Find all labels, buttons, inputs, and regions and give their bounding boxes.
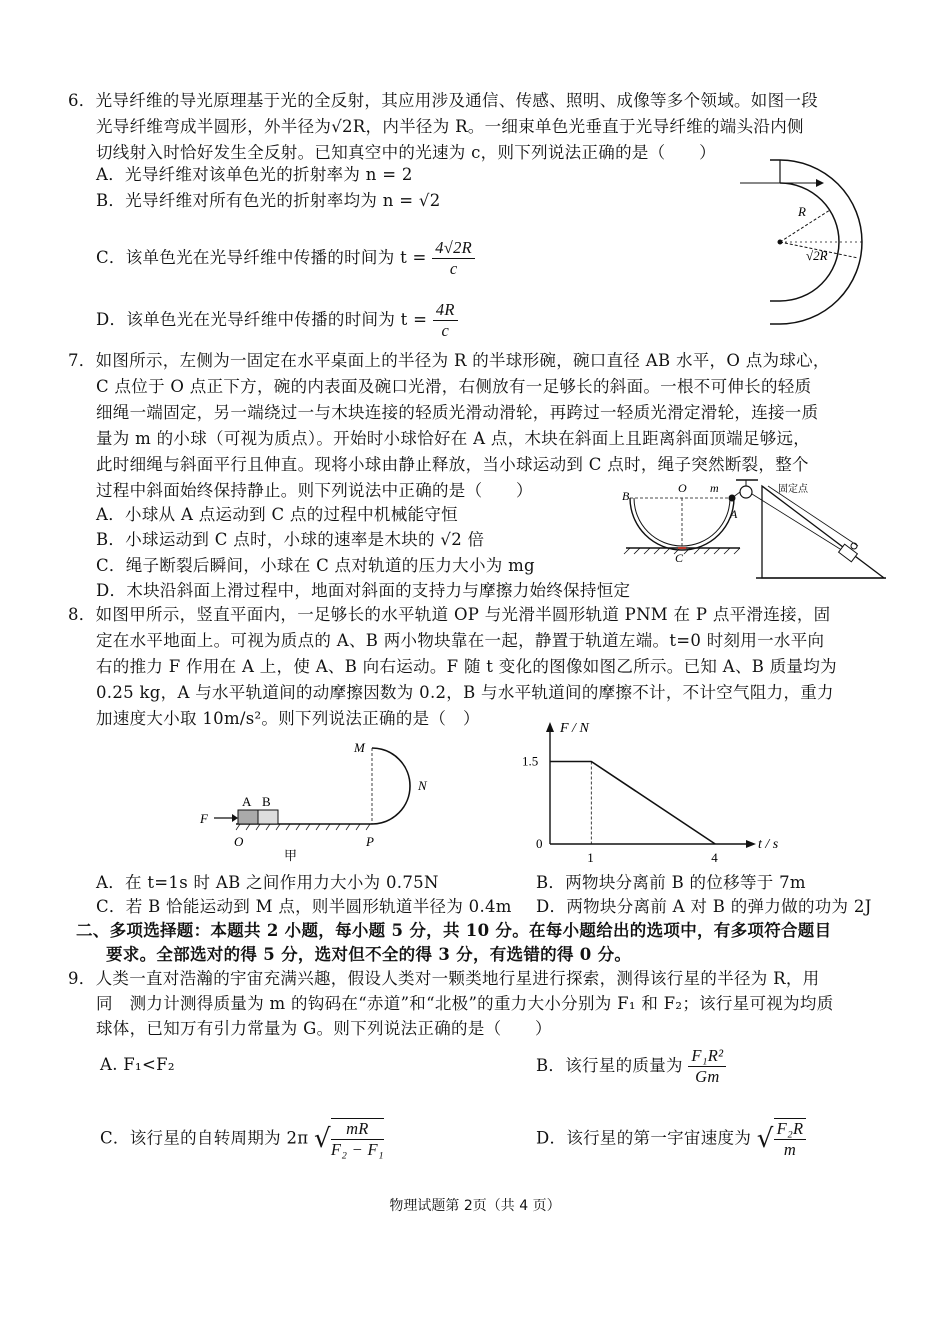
q6-option-c-numerator: 4√2R [432, 238, 475, 259]
q7-movable-pulley [851, 543, 857, 549]
chart-y-arrow-icon [546, 722, 554, 732]
chart-x-tick-label: 4 [711, 850, 718, 865]
q7-rope-to-fixed [768, 486, 858, 546]
q8-label-o: O [234, 834, 244, 849]
q7-label-c: C [675, 551, 684, 565]
q9-option-a: A. F₁<F₂ [100, 1055, 175, 1074]
q9-option-c-denominator: F₂ − F₁ [330, 1140, 384, 1159]
q9-stem-line1: 9．人类一直对浩瀚的宇宙充满兴趣，假设人类对一颗类地行星进行探索，测得该行星的半径为 R，用 [68, 969, 820, 988]
q8-ft-chart [520, 716, 790, 866]
q7-rope-along-incline [752, 494, 848, 554]
q9-option-b-numerator: F₁R² [688, 1046, 726, 1067]
q9-option-c-numerator: mR [331, 1119, 384, 1140]
q7-stem-line4: 量为 m 的小球（可视为质点）。开始时小球恰好在 A 点，木块在斜面上且距离斜面顶端足够远， [96, 429, 811, 448]
q8-option-d: D．两物块分离前 A 对 B 的弹力做的功为 2J [536, 897, 872, 916]
chart-x-tick-label: 1 [587, 850, 594, 865]
q8-stem-line3: 右的推力 F 作用在 A 上，使 A、B 向右运动。F 随 t 变化的图像如图乙所示。已知 A、B 质量均为 [96, 657, 837, 676]
chart-x-tick-label: 0 [536, 836, 543, 851]
q8-track-hatch [236, 824, 370, 830]
q9-option-c-text: C．该行星的自转周期为 2π [100, 1128, 309, 1148]
q7-stem-line6: 过程中斜面始终保持静止。则下列说法中正确的是（ ） [96, 481, 533, 500]
page-footer: 物理试题第 2页（共 4 页） [389, 1198, 561, 1214]
chart-y-tick-label: 1.5 [522, 753, 539, 769]
q7-option-c: C．绳子断裂后瞬间，小球在 C 点对轨道的压力大小为 mg [96, 556, 535, 575]
q9-option-d-fraction [774, 1118, 807, 1160]
section2-heading-line2: 要求。全部选对的得 5 分，选对但不全的得 3 分，有选错的得 0 分。 [106, 945, 632, 964]
q8-option-b: B．两物块分离前 B 的位移等于 7m [536, 873, 806, 892]
q7-label-fixed-point: 固定点 [778, 484, 808, 495]
q9-stem-line3: 球体，已知万有引力常量为 G。则下列说法正确的是（ ） [96, 1019, 552, 1038]
q9-option-d-radical-icon: √ [756, 1124, 774, 1154]
q7-stem-line1: 7．如图所示，左侧为一固定在水平桌面上的半径为 R 的半球形碗，碗口直径 AB 水平，O 点为球心， [68, 351, 830, 370]
q8-label-m: M [354, 740, 365, 755]
q8-force-arrow-icon [232, 814, 238, 822]
q9-stem-line2: 同 测力计测得质量为 m 的钩码在“赤道”和“北极”的重力大小分别为 F₁ 和 F₂；该行星可视为均质 [96, 994, 834, 1013]
q7-incline [762, 486, 884, 578]
q6-option-a: A．光导纤维对该单色光的折射率为 n = 2 [96, 165, 413, 184]
q8-block-a [238, 810, 258, 824]
q6-stem-line3: 切线射入时恰好发生全反射。已知真空中的光速为 c，则下列说法正确的是（ ） [96, 143, 716, 162]
chart-series-line [550, 762, 715, 845]
q9-option-d-text: D．该行星的第一宇宙速度为 [536, 1128, 752, 1148]
q8-stem-line4: 0.25 kg，A 与水平轨道间的动摩擦因数为 0.2，B 与水平轨道间的摩擦不计，不计空气阻力，重力 [96, 683, 834, 702]
q7-stem-line5: 此时细绳与斜面平行且伸直。现将小球由静止释放，当小球运动到 C 点时，绳子突然断裂，整个 [96, 455, 809, 474]
q6-option-b: B．光导纤维对所有色光的折射率均为 n = √2 [96, 191, 441, 210]
q9-option-d-numerator: F₂R [774, 1119, 807, 1140]
q8-stem-line2: 定在水平地面上。可视为质点的 A、B 两小物块靠在一起，静置于轨道左端。t=0 时刻用一水平向 [96, 631, 825, 650]
q9-option-c-fraction [331, 1118, 384, 1160]
q9-option-d [536, 1118, 806, 1160]
section2-heading-line1: 二、多项选择题：本题共 2 小题，每小题 5 分，共 10 分。在每小题给出的选项中，有多项符合题目 [76, 921, 832, 940]
q7-label-a: A [730, 507, 738, 521]
q6-stem-line2: 光导纤维弯成半圆形，外半径为√2R，内半径为 R。一细束单色光垂直于光导纤维的端头沿内侧 [96, 117, 804, 136]
q7-fixed-pulley [740, 486, 752, 498]
chart-x-arrow-icon [746, 840, 756, 848]
q8-label-p: P [366, 834, 374, 849]
q6-option-c [96, 238, 475, 279]
q6-option-c-fraction [432, 238, 475, 279]
q6-option-c-text: C．该单色光在光导纤维中传播的时间为 t = [96, 248, 427, 267]
q8-stem-line5: 加速度大小取 10m/s²。则下列说法正确的是（ ） [96, 709, 480, 728]
q8-caption-jia: 甲 [284, 848, 298, 863]
q6-option-d-denominator: c [441, 321, 450, 340]
q6-option-d-numerator: 4R [433, 300, 458, 321]
q6-fiber-figure [740, 150, 900, 335]
q7-stem-line2: C 点位于 O 点正下方，碗的内表面及碗口光滑，右侧放有一足够长的斜面。一根不可伸长的轻质 [96, 377, 812, 396]
q8-stem-line1: 8．如图甲所示，竖直平面内，一足够长的水平轨道 OP 与光滑半圆形轨道 PNM 在 P 点平滑连接，固 [68, 605, 831, 624]
q6-option-d-fraction [433, 300, 458, 341]
q8-option-c: C．若 B 恰能运动到 M 点，则半圆形轨道半径为 0.4m [96, 897, 512, 916]
chart-x-label: t / s [758, 837, 779, 852]
q9-option-b-text: B．该行星的质量为 [536, 1056, 683, 1075]
q7-label-o: O [678, 481, 687, 495]
q9-option-c-radical-icon: √ [313, 1124, 331, 1154]
q6-option-d [96, 300, 458, 341]
q8-block-b [258, 810, 278, 824]
q7-label-m: m [710, 481, 719, 495]
q8-label-b: B [262, 794, 271, 809]
q8-track-figure [196, 738, 446, 868]
q8-semicircle-track [372, 748, 410, 824]
q9-option-b-fraction [688, 1046, 726, 1087]
q6-ray-arrow-icon [816, 179, 824, 187]
q7-stem-line3: 细绳一端固定，另一端绕过一与木块连接的轻质光滑动滑轮，再跨过一轻质光滑定滑轮，连接一质 [96, 403, 819, 422]
q6-option-c-denominator: c [449, 259, 458, 278]
q7-label-b: B [622, 489, 630, 503]
q6-option-d-text: D．该单色光在光导纤维中传播的时间为 t = [96, 310, 428, 329]
q9-option-b-denominator: Gm [695, 1067, 720, 1086]
q7-option-d: D．木块沿斜面上滑过程中，地面对斜面的支持力与摩擦力始终保持恒定 [96, 581, 631, 600]
chart-y-label: F / N [560, 721, 589, 736]
q7-option-a: A．小球从 A 点运动到 C 点的过程中机械能守恒 [96, 505, 458, 524]
q9-option-c [100, 1118, 384, 1160]
q6-stem-line1: 6．光导纤维的导光原理基于光的全反射，其应用涉及通信、传感、照明、成像等多个领域。如图一段 [68, 91, 818, 110]
q7-wood-block [839, 544, 858, 562]
q8-label-a: A [242, 794, 252, 809]
q9-option-d-denominator: m [783, 1140, 797, 1159]
q6-label-sqrt2r: √2R [806, 248, 828, 263]
q7-bowl-incline-figure [622, 478, 887, 590]
q6-label-r: R [798, 204, 806, 219]
q8-label-n: N [418, 778, 427, 793]
q8-label-f: F [200, 811, 208, 826]
q8-option-a: A．在 t=1s 时 AB 之间作用力大小为 0.75N [96, 873, 439, 892]
q7-option-b: B．小球运动到 C 点时，小球的速率是木块的 √2 倍 [96, 530, 485, 549]
q9-option-b [536, 1046, 726, 1087]
